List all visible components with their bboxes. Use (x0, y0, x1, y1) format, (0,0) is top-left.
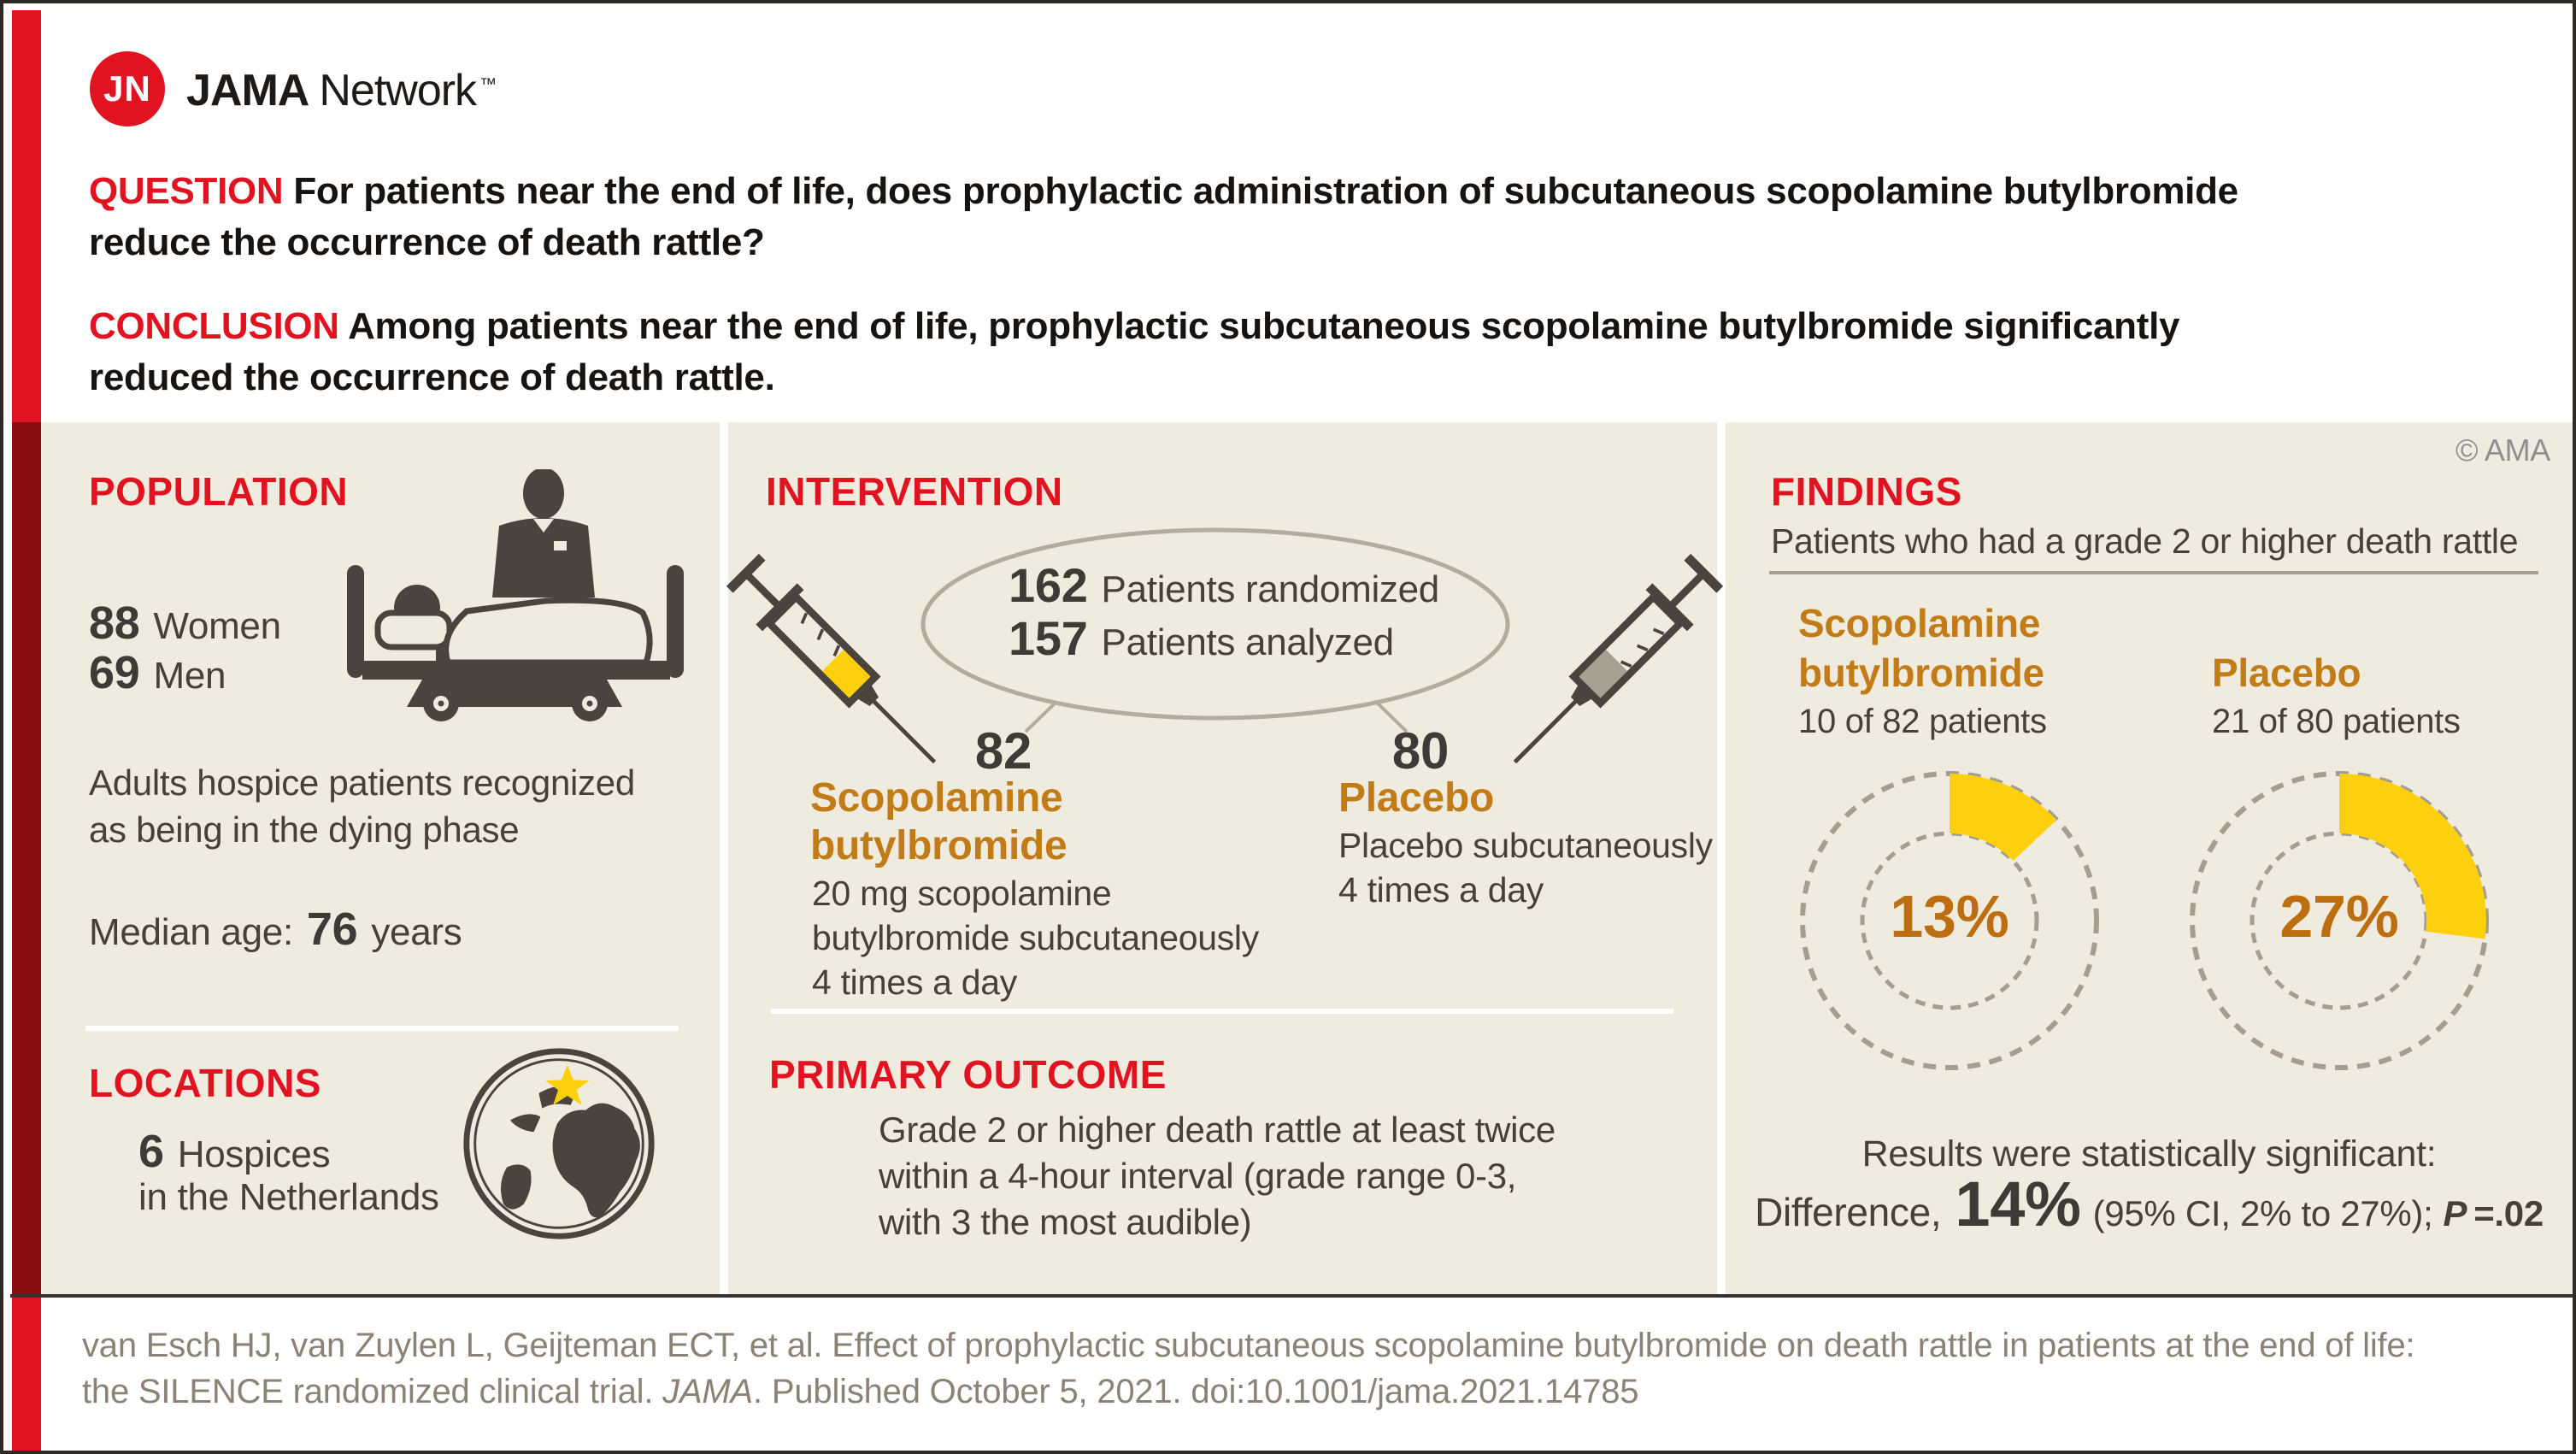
women-label: Women (153, 605, 281, 647)
arm1-n: 82 (974, 722, 1032, 780)
men-value: 69 (89, 647, 140, 698)
median-age-unit: years (371, 911, 462, 953)
population-description: Adults hospice patients recognized as being in the dying phase (89, 762, 635, 851)
logo-initials: JN (103, 68, 151, 109)
conclusion-text: Among patients near the end of life, prophylactic subcutaneous scopolamine butylbromide significantly reduced the occurrence of death rattle. (89, 305, 2180, 398)
citation-line1: van Esch HJ, van Zuylen L, Geijteman ECT, et al. Effect of prophylactic subcutaneous scopolamine butylbromide on death rattle in patients at the end of life: (82, 1327, 2415, 1364)
hospices-location-line: in the Netherlands (138, 1176, 439, 1218)
question-label: QUESTION (89, 170, 284, 212)
analyzed-value: 157 (1009, 611, 1088, 665)
donut-pct-label-placebo: 27% (2279, 883, 2399, 950)
hospices-label: Hospices (177, 1133, 331, 1175)
citation-line2 (82, 1373, 1638, 1411)
significance-line: Results were statistically significant: (1861, 1133, 2437, 1174)
p-value: =.02 (2473, 1193, 2544, 1233)
findings-group1-detail: 10 of 82 patients (1798, 703, 2047, 740)
findings-title: FINDINGS (1771, 469, 1962, 514)
randomized-value: 162 (1009, 558, 1088, 612)
primary-outcome-title: PRIMARY OUTCOME (769, 1052, 1167, 1097)
findings-group1-name-line1: Scopolamine (1798, 601, 2040, 645)
findings-group2-name: Placebo (2212, 650, 2361, 695)
conclusion-label: CONCLUSION (89, 305, 339, 347)
brand-wordmark (186, 65, 497, 116)
outcome-text-line3: with 3 the most audible) (879, 1202, 1252, 1242)
arm2-name: Placebo (1338, 775, 1494, 821)
difference-value: 14% (1955, 1168, 2081, 1239)
jama-network-logo-icon (90, 51, 165, 127)
arm1-name-line1: Scopolamine (810, 775, 1063, 821)
accent-bar-middle (12, 422, 41, 1294)
footer-rule (10, 1294, 2573, 1298)
p-symbol: P (2443, 1193, 2467, 1233)
randomized-label: Patients randomized (1101, 568, 1439, 610)
question-paragraph (89, 166, 2328, 268)
arm1-desc-line3: 4 times a day (812, 962, 1017, 1002)
difference-row (1726, 1168, 2573, 1240)
donut-pct-label-scopolamine: 13% (1890, 883, 2009, 950)
arm2-n: 80 (1391, 722, 1450, 780)
accent-bar-bottom (12, 1294, 41, 1451)
patient-bed-icon (340, 469, 691, 726)
arm2-desc-line2: 4 times a day (1338, 870, 1544, 909)
women-value: 88 (89, 597, 140, 649)
outcome-text-line1: Grade 2 or higher death rattle at least twice (879, 1110, 1556, 1150)
population-title: POPULATION (89, 469, 349, 514)
brand-title-bold: JAMA (186, 66, 309, 115)
men-label: Men (153, 655, 226, 697)
outcome-text-line2: within a 4-hour interval (grade range 0-3, (879, 1156, 1517, 1196)
findings-subtitle-rule (1769, 571, 2538, 574)
arm2-desc-line1: Placebo subcutaneously (1338, 826, 1713, 865)
women-count-row (89, 597, 281, 650)
findings-group1-name-line2: butylbromide (1798, 650, 2044, 695)
analyzed-row (1009, 610, 1394, 666)
population-locations-divider (85, 1026, 679, 1031)
men-count-row (89, 646, 226, 699)
globe-icon (458, 1043, 660, 1245)
citation-line2-post: . Published October 5, 2021. doi:10.1001/jama.2021.14785 (753, 1373, 1639, 1410)
confidence-interval: (95% CI, 2% to 27%); (2092, 1193, 2433, 1233)
accent-bar-top (12, 10, 41, 422)
trademark-symbol: ™ (479, 75, 497, 94)
brand-title-regular: Network (319, 66, 477, 115)
question-text: For patients near the end of life, does prophylactic administration of subcutaneous scopolamine butylbromide reduce the occurrence of death rattle? (89, 170, 2238, 263)
median-age-row (89, 903, 462, 956)
hospices-value: 6 (138, 1126, 164, 1177)
intervention-title: INTERVENTION (766, 469, 1063, 514)
intervention-outcome-divider (771, 1009, 1673, 1014)
arm1-desc-line2: butylbromide subcutaneously (812, 918, 1259, 957)
ama-copyright: © AMA (2455, 433, 2550, 468)
median-age-value: 76 (306, 904, 358, 955)
locations-title: LOCATIONS (89, 1061, 321, 1105)
findings-group2-detail: 21 of 80 patients (2212, 703, 2461, 740)
findings-subtitle: Patients who had a grade 2 or higher death rattle (1771, 521, 2519, 561)
analyzed-label: Patients analyzed (1101, 621, 1394, 663)
arm1-desc-line1: 20 mg scopolamine (812, 874, 1112, 913)
citation-line2-pre: the SILENCE randomized clinical trial. (82, 1373, 663, 1410)
randomized-row (1009, 557, 1439, 613)
difference-label: Difference, (1755, 1190, 1942, 1234)
arm1-name-line2: butylbromide (810, 823, 1067, 868)
citation-journal: JAMA (662, 1373, 754, 1410)
median-age-label: Median age: (89, 911, 293, 953)
conclusion-paragraph (89, 301, 2328, 403)
hospices-count-row (138, 1125, 330, 1178)
